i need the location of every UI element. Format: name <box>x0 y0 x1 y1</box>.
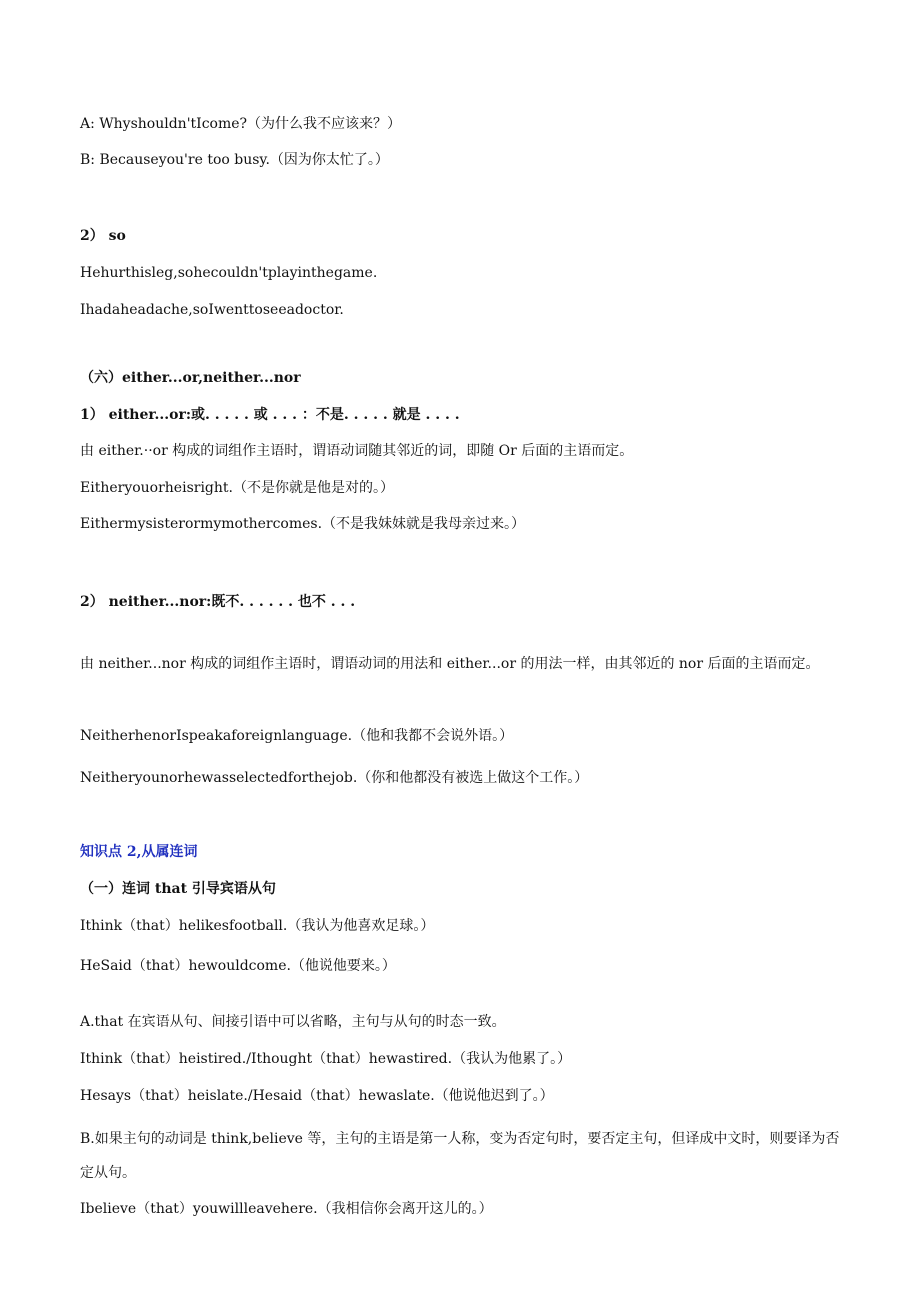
explanation-either-or: 由 either.··or 构成的词组作主语时，谓语动词随其邻近的词，即随 Or 后面的主语而定。 <box>80 443 634 459</box>
line-b: B: Becauseyou're too busy.（因为你太忙了。） <box>80 152 389 168</box>
subheading-either-or: 1） either...or:或. . . . . 或 . . . ：不是. . . . . 就是 . . . . <box>80 407 460 423</box>
section-heading-1: （一）连词 that 引导宾语从句 <box>80 881 276 897</box>
example-neither-2: Neitheryounorhewasselectedforthejob.（你和他都没有被选上做这个工作。） <box>80 770 589 786</box>
rule-a: A.that 在宾语从句、间接引语中可以省略，主句与从句的时态一致。 <box>80 1014 506 1030</box>
example-rule-a-1: Ithink（that）heistired./Ithought（that）hewastired.（我认为他累了。） <box>80 1051 572 1067</box>
example-rule-b: Ibelieve（that）youwillleavehere.（我相信你会离开这儿的。） <box>80 1201 493 1217</box>
example-so-2: Ihadaheadache,soIwenttoseeadoctor. <box>80 302 344 318</box>
subheading-neither-nor: 2） neither...nor:既不. . . . . . 也不 . . . <box>80 594 356 610</box>
heading-so: 2） so <box>80 228 126 244</box>
example-either-2: Eithermysisterormymothercomes.（不是我妹妹就是我母亲过来。） <box>80 516 526 532</box>
section-heading-6: （六）either...or,neither...nor <box>80 370 301 386</box>
example-neither-1: NeitherhenorIspeakaforeignlanguage.（他和我都不会说外语。） <box>80 728 514 744</box>
example-rule-a-2: Hesays（that）heislate./Hesaid（that）hewaslate.（他说他迟到了。） <box>80 1088 554 1104</box>
example-that-2: HeSaid（that）hewouldcome.（他说他要来。） <box>80 958 396 974</box>
example-so-1: Hehurthisleg,sohecouldn'tplayinthegame. <box>80 265 378 281</box>
example-that-1: Ithink（that）helikesfootball.（我认为他喜欢足球。） <box>80 918 435 934</box>
knowledge-point-2-heading: 知识点 2,从属连词 <box>80 844 198 860</box>
example-either-1: Eitheryouorheisright.（不是你就是他是对的。） <box>80 480 394 496</box>
line-a: A: Whyshouldn'tIcome?（为什么我不应该来？） <box>80 116 402 132</box>
explanation-neither-nor: 由 neither...nor 构成的词组作主语时，谓语动词的用法和 either...or 的用法一样，由其邻近的 nor 后面的主语而定。 <box>80 656 820 672</box>
rule-b: B.如果主句的动词是 think,believe 等，主句的主语是第一人称，变为否定句时，要否定主句，但译成中文时，则要译为否定从句。 <box>80 1131 840 1181</box>
